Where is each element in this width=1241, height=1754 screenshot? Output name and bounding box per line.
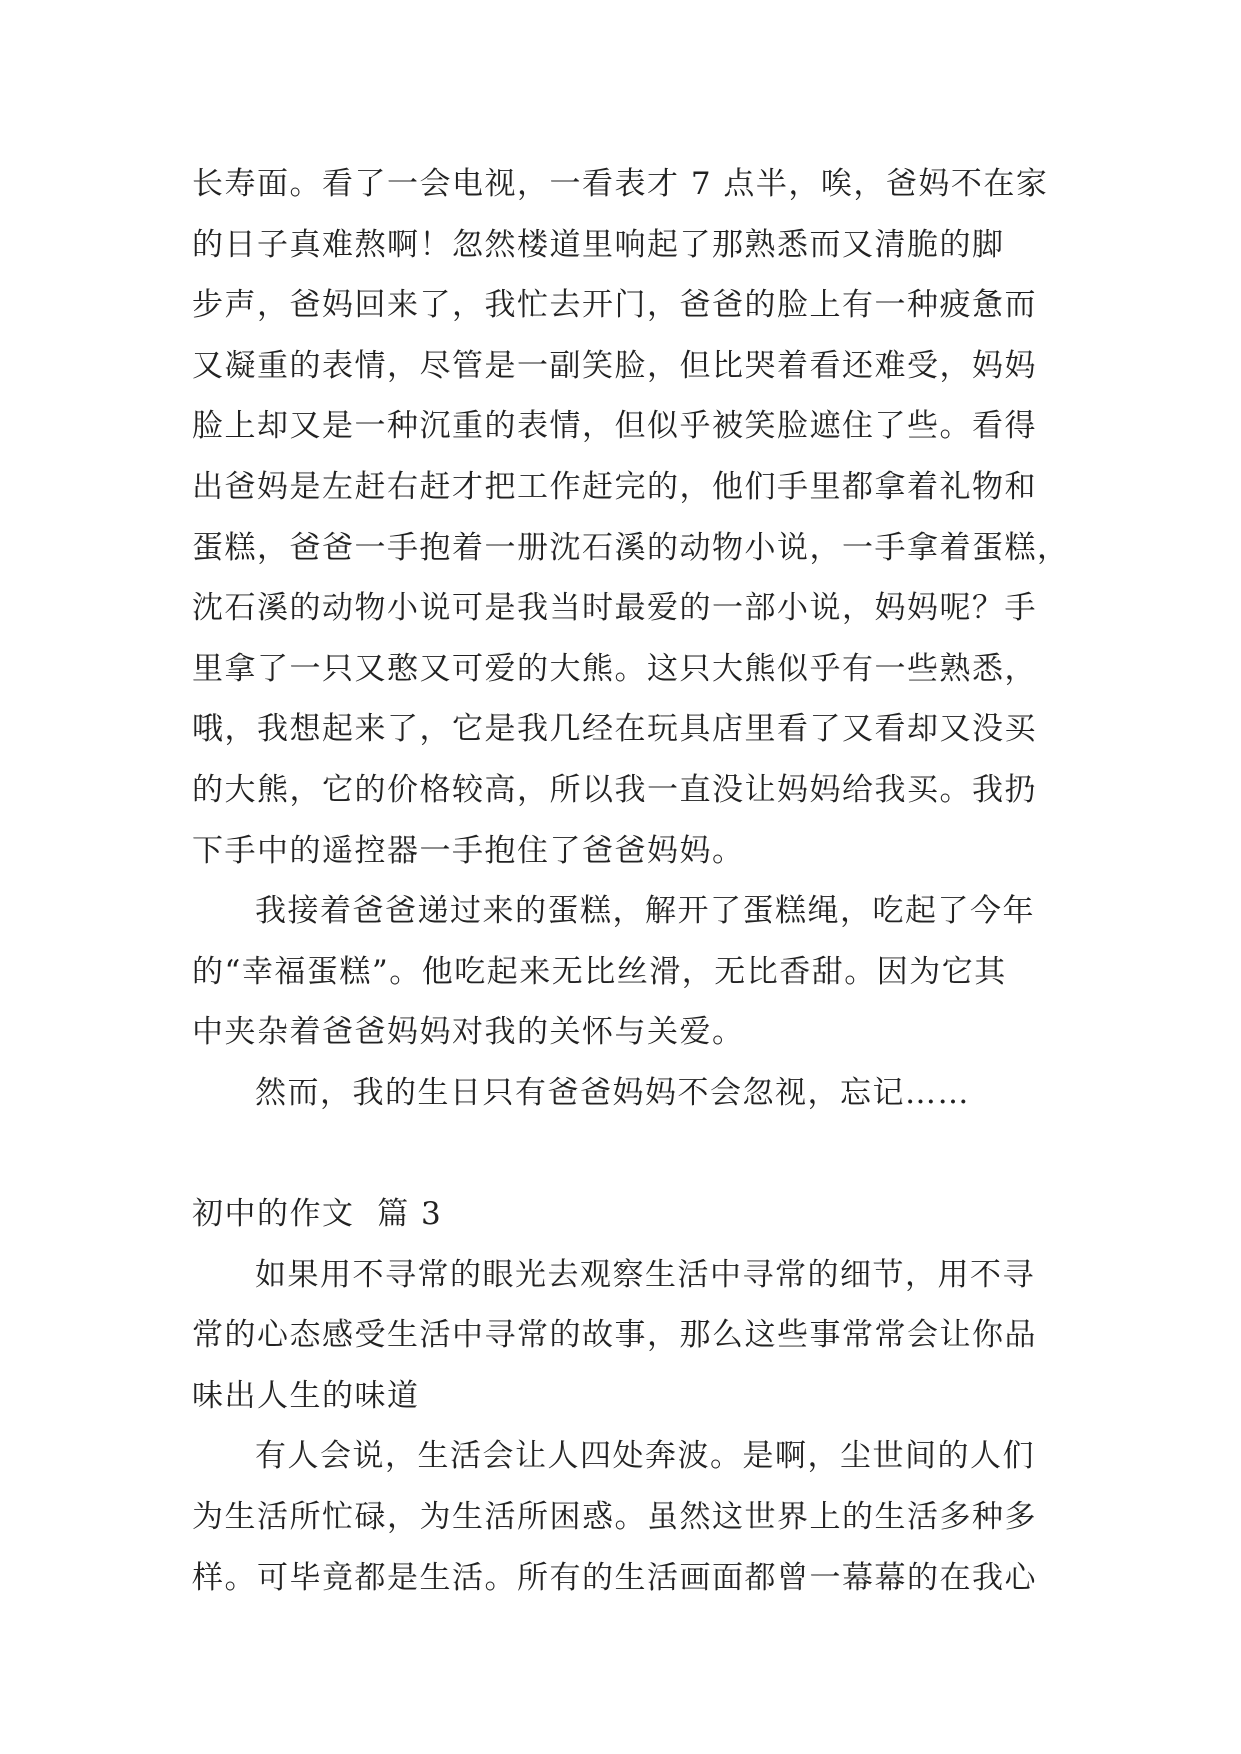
- paragraph: [192, 1245, 1062, 1427]
- text-line: 常的心态感受生活中寻常的故事，那么这些事常常会让你品: [192, 1317, 1037, 1354]
- text-line: 步声，爸妈回来了，我忙去开门，爸爸的脸上有一种疲惫而: [192, 287, 1037, 324]
- text-line: 出爸妈是左赶右赶才把工作赶完的，他们手里都拿着礼物和: [192, 468, 1037, 505]
- text-line: 沈石溪的动物小说可是我当时最爱的一部小说，妈妈呢？手: [192, 590, 1037, 627]
- text-line: 我接着爸爸递过来的蛋糕，解开了蛋糕绳，吃起了今年: [255, 893, 1035, 930]
- paragraph: [192, 1063, 1062, 1124]
- document-body: [192, 154, 1070, 1608]
- text-line: 长寿面。看了一会电视，一看表才 7 点半，唉，爸妈不在家: [192, 166, 1049, 202]
- section-spacer: [192, 1124, 1062, 1185]
- text-line: 下手中的遥控器一手抱住了爸爸妈妈。: [192, 832, 745, 869]
- text-line: 蛋糕，爸爸一手抱着一册沈石溪的动物小说，一手拿着蛋糕，: [192, 529, 1070, 566]
- text-line: 的大熊，它的价格较高，所以我一直没让妈妈给我买。我扔: [192, 771, 1037, 808]
- section-heading: 初中的作文 篇 3: [192, 1196, 443, 1233]
- paragraph: [192, 881, 1062, 1063]
- text-line: 味出人生的味道: [192, 1377, 420, 1414]
- text-line: 如果用不寻常的眼光去观察生活中寻常的细节，用不寻: [255, 1256, 1035, 1293]
- text-line: 然而，我的生日只有爸爸妈妈不会忽视，忘记……: [255, 1074, 970, 1111]
- text-line: 有人会说，生活会让人四处奔波。是啊，尘世间的人们: [255, 1438, 1035, 1475]
- paragraph: [192, 154, 1070, 881]
- text-line: 的日子真难熬啊！忽然楼道里响起了那熟悉而又清脆的脚: [192, 226, 1005, 263]
- text-line: 里拿了一只又憨又可爱的大熊。这只大熊似乎有一些熟悉，: [192, 650, 1037, 687]
- text-line: 又凝重的表情，尽管是一副笑脸，但比哭着看还难受，妈妈: [192, 347, 1037, 384]
- text-line: 脸上却又是一种沉重的表情，但似乎被笑脸遮住了些。看得: [192, 408, 1037, 445]
- text-line: 样。可毕竟都是生活。所有的生活画面都曾一幕幕的在我心: [192, 1559, 1037, 1596]
- text-line: 的“幸福蛋糕”。他吃起来无比丝滑，无比香甜。因为它其: [192, 953, 1007, 990]
- text-line: 哦，我想起来了，它是我几经在玩具店里看了又看却又没买: [192, 711, 1037, 748]
- text-line: 为生活所忙碌，为生活所困惑。虽然这世界上的生活多种多: [192, 1499, 1037, 1536]
- text-line: 中夹杂着爸爸妈妈对我的关怀与关爱。: [192, 1014, 745, 1051]
- paragraph: [192, 1426, 1062, 1608]
